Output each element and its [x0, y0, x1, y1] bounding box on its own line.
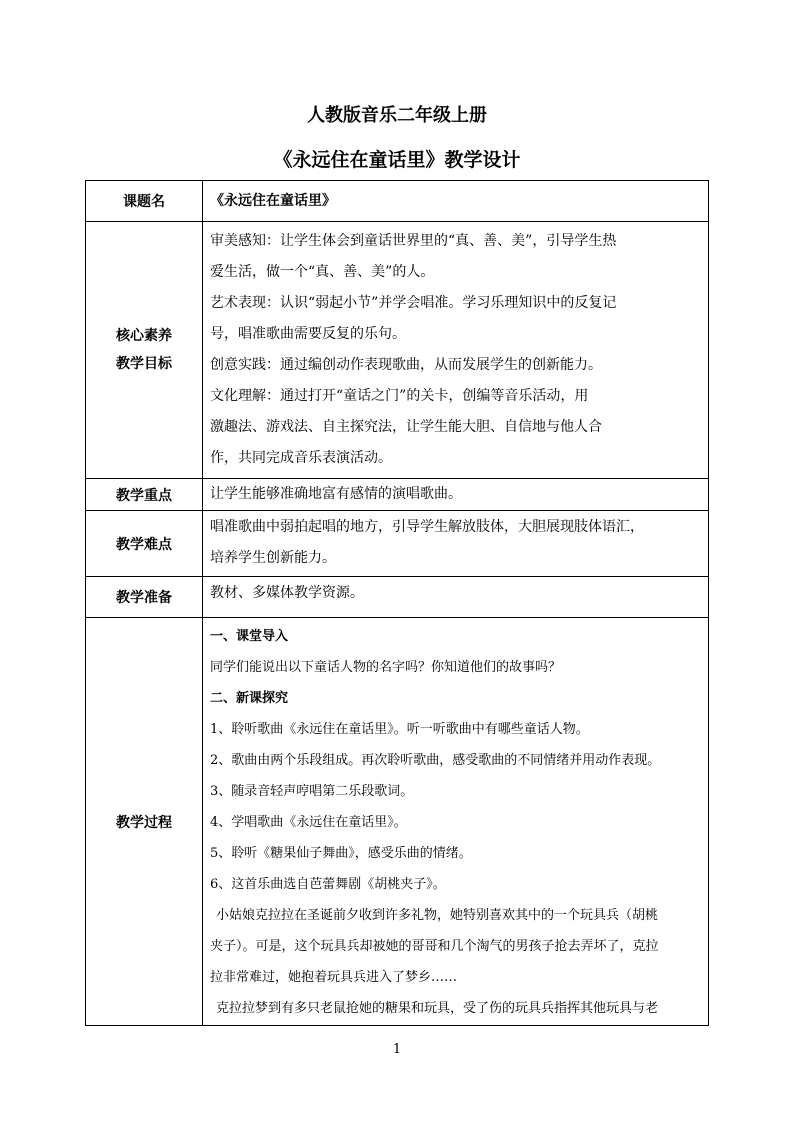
lesson-plan-table [85, 180, 709, 1026]
process-line: 夹子）。可是，这个玩具兵却被她的哥哥和几个淘气的男孩子抢去弄坏了，克拉 [210, 939, 659, 954]
process-line: 小姑娘克拉拉在圣诞前夕收到许多礼物，她特别喜欢其中的一个玩具兵（胡桃 [216, 908, 659, 923]
process-line: 5、聆听《糖果仙子舞曲》，感受乐曲的情绪。 [210, 846, 472, 861]
label-preparation: 教学准备 [86, 577, 203, 618]
page-number: 1 [392, 1042, 402, 1057]
process-line: 4、学唱歌曲《永远住在童话里》。 [210, 815, 407, 830]
process-line: 二、新课探究 [210, 691, 289, 706]
goal-line: 激趣法、游戏法、自主探究法，让学生能大胆、自信地与他人合 [210, 419, 602, 435]
process-line: 克拉拉梦到有多只老鼠抢她的糖果和玩具，受了伤的玩具兵指挥其他玩具与老 [216, 1001, 659, 1016]
row-key-point [86, 479, 709, 511]
label-difficulty: 教学难点 [86, 511, 203, 577]
row-topic [86, 181, 709, 222]
preparation-value: 教材、多媒体教学资源。 [210, 585, 364, 601]
row-difficulty [86, 511, 709, 577]
goal-line: 作，共同完成音乐表演活动。 [210, 450, 392, 466]
goal-line: 爱生活，做一个“真、善、美”的人。 [210, 264, 435, 280]
process-line: 2、歌曲由两个乐段组成。再次聆听歌曲，感受歌曲的不同情绪并用动作表现。 [210, 753, 661, 768]
difficulty-line: 培养学生创新能力。 [210, 550, 336, 566]
goal-line: 号，唱准歌曲需要反复的乐句。 [210, 326, 406, 342]
process-line: 6、这首乐曲选自芭蕾舞剧《胡桃夹子》。 [210, 877, 446, 892]
row-preparation [86, 577, 709, 618]
topic-value: 《永远住在童话里》 [210, 192, 336, 209]
row-process [86, 618, 709, 1026]
goal-line: 审美感知：让学生体会到童话世界里的“真、善、美”，引导学生热 [210, 233, 617, 249]
process-line: 3、随录音轻声哼唱第二乐段歌词。 [210, 784, 414, 799]
process-line: 同学们能说出以下童话人物的名字吗？你知道他们的故事吗？ [210, 660, 562, 675]
goal-line: 创意实践：通过编创动作表现歌曲，从而发展学生的创新能力。 [210, 357, 602, 373]
label-key-point: 教学重点 [86, 479, 203, 511]
process-line: 拉非常难过，她抱着玩具兵进入了梦乡…… [210, 970, 458, 985]
difficulty-line: 唱准歌曲中弱拍起唱的地方，引导学生解放肢体，大胆展现肢体语汇， [210, 519, 644, 535]
goal-line: 艺术表现：认识“弱起小节”并学会唱准。学习乐理知识中的反复记 [210, 295, 617, 311]
label-process: 教学过程 [86, 618, 203, 1026]
process-line: 一、课堂导入 [210, 629, 289, 644]
process-line: 1、聆听歌曲《永远住在童话里》。听一听歌曲中有哪些童话人物。 [210, 722, 589, 737]
label-goals-line-1: 核心素养 [116, 328, 172, 344]
row-goals [86, 222, 709, 479]
title-line-2: 《永远住在童话里》教学设计 [273, 149, 521, 171]
title-line-1: 人教版音乐二年级上册 [307, 105, 487, 126]
label-topic: 课题名 [86, 181, 203, 222]
key-point-value: 让学生能够准确地富有感情的演唱歌曲。 [210, 486, 462, 502]
label-goals-line-2: 教学目标 [116, 356, 172, 372]
label-goals [86, 222, 203, 479]
goal-line: 文化理解：通过打开“童话之门”的关卡，创编等音乐活动，用 [210, 388, 589, 404]
